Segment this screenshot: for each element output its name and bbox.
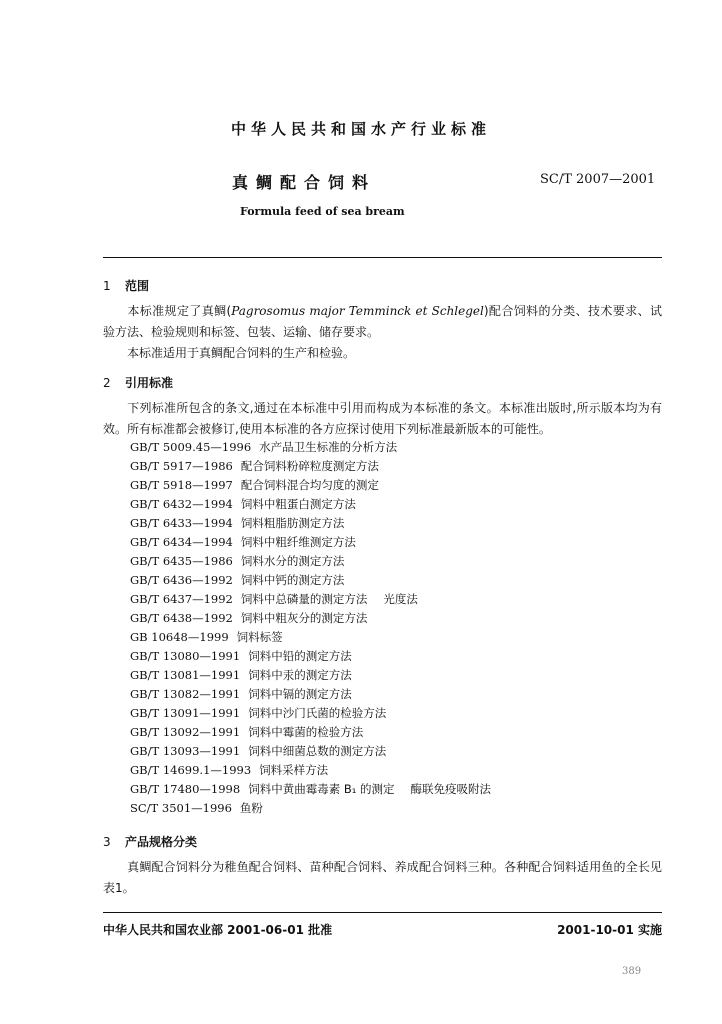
reference-title: 饲料粗脂肪测定方法 — [240, 516, 345, 530]
reference-item — [130, 705, 386, 721]
reference-item — [130, 743, 386, 759]
reference-item — [130, 629, 283, 645]
reference-method: 酶联免疫吸附法 — [410, 782, 492, 796]
reference-title: 饲料中黄曲霉毒素 B₁ 的测定 — [248, 782, 395, 796]
reference-title: 配合饲料粉碎粒度测定方法 — [240, 459, 379, 473]
reference-title: 水产品卫生标准的分析方法 — [259, 440, 398, 454]
reference-code: SC/T 3501—1996 — [130, 801, 232, 815]
section-2-paragraph-1: 下列标准所包含的条文,通过在本标准中引用而构成为本标准的条文。本标准出版时,所示版本均为有效。所有标准都会被修订,使用本标准的各方应探讨使用下列标准最新版本的可能性。 — [103, 401, 662, 436]
reference-item — [130, 800, 263, 816]
reference-code: GB/T 14699.1—1993 — [130, 763, 252, 777]
reference-item — [130, 572, 344, 588]
reference-code: GB/T 13080—1991 — [130, 649, 241, 663]
reference-title: 饲料中霉菌的检验方法 — [248, 725, 364, 739]
reference-item — [130, 724, 363, 740]
reference-title: 饲料中粗灰分的测定方法 — [240, 611, 368, 625]
species-latin-name: Pagrosomus major Temminck et Schlegel — [231, 304, 484, 318]
reference-code: GB/T 6437—1992 — [130, 592, 233, 606]
reference-code: GB/T 13092—1991 — [130, 725, 241, 739]
reference-code: GB/T 5917—1986 — [130, 459, 233, 473]
reference-item — [130, 496, 356, 512]
reference-code: GB/T 5918—1997 — [130, 478, 233, 492]
reference-code: GB/T 13091—1991 — [130, 706, 241, 720]
section-3-heading — [103, 833, 197, 850]
section-title: 产品规格分类 — [125, 835, 198, 849]
approval-line: 中华人民共和国农业部 2001-06-01 批准 — [103, 923, 333, 937]
reference-item — [130, 477, 379, 493]
reference-code: GB/T 17480—1998 — [130, 782, 241, 796]
reference-item — [130, 781, 491, 797]
reference-item — [130, 591, 418, 607]
reference-code: GB 10648—1999 — [130, 630, 229, 644]
reference-code: GB/T 6436—1992 — [130, 573, 233, 587]
reference-title: 饲料中沙门氏菌的检验方法 — [248, 706, 387, 720]
reference-item — [130, 648, 352, 664]
reference-item — [130, 458, 379, 474]
reference-code: GB/T 6438—1992 — [130, 611, 233, 625]
section-number: 3 — [103, 835, 111, 849]
section-3-paragraph-1: 真鲷配合饲料分为稚鱼配合饲料、苗种配合饲料、养成配合饲料三种。各种配合饲料适用鱼的全长见表1。 — [103, 860, 662, 895]
reference-code: GB/T 13082—1991 — [130, 687, 241, 701]
reference-title: 饲料中粗纤维测定方法 — [240, 535, 356, 549]
reference-item — [130, 667, 352, 683]
section-1-paragraph-2: 本标准适用于真鲷配合饲料的生产和检验。 — [127, 346, 356, 360]
reference-item — [130, 762, 328, 778]
reference-title: 鱼粉 — [239, 801, 263, 815]
reference-method: 光度法 — [383, 592, 418, 606]
reference-code: GB/T 6433—1994 — [130, 516, 233, 530]
reference-title: 饲料标签 — [236, 630, 283, 644]
section-title: 引用标准 — [125, 376, 174, 390]
reference-item — [130, 686, 352, 702]
document-title: 真鲷配合饲料 — [232, 173, 377, 192]
reference-item — [130, 553, 344, 569]
reference-item — [130, 534, 356, 550]
reference-title: 饲料中镉的测定方法 — [248, 687, 352, 701]
header-divider — [103, 257, 662, 258]
footer-divider — [103, 912, 662, 913]
reference-title: 配合饲料混合均匀度的测定 — [240, 478, 379, 492]
reference-title: 饲料中总磷量的测定方法 — [240, 592, 368, 606]
page-number: 389 — [622, 966, 642, 977]
reference-title: 饲料中钙的测定方法 — [240, 573, 345, 587]
english-title: Formula feed of sea bream — [240, 205, 405, 218]
reference-item — [130, 515, 344, 531]
reference-code: GB/T 6434—1994 — [130, 535, 233, 549]
reference-item — [130, 610, 367, 626]
section-number: 1 — [103, 279, 111, 293]
section-1-heading — [103, 277, 149, 294]
reference-item — [130, 439, 397, 455]
reference-title: 饲料中细菌总数的测定方法 — [248, 744, 387, 758]
reference-code: GB/T 13081—1991 — [130, 668, 241, 682]
reference-title: 饲料采样方法 — [259, 763, 329, 777]
section-number: 2 — [103, 376, 111, 390]
reference-code: GB/T 6432—1994 — [130, 497, 233, 511]
standard-code: SC/T 2007—2001 — [540, 172, 656, 187]
reference-title: 饲料中汞的测定方法 — [248, 668, 352, 682]
reference-title: 饲料中粗蛋白测定方法 — [240, 497, 356, 511]
reference-code: GB/T 6435—1986 — [130, 554, 233, 568]
section-2-heading — [103, 374, 173, 391]
reference-code: GB/T 5009.45—1996 — [130, 440, 252, 454]
reference-code: GB/T 13093—1991 — [130, 744, 241, 758]
section-1-paragraph-1: 本标准规定了真鲷(Pagrosomus major Temminck et Schlegel)配合饲料的分类、技术要求、试验方法、检验规则和标签、包装、运输、储存要求。 — [103, 304, 662, 339]
section-title: 范围 — [125, 279, 150, 293]
implementation-date: 2001-10-01 实施 — [557, 923, 662, 937]
issuing-body-heading: 中华人民共和国水产行业标准 — [230, 120, 491, 138]
reference-title: 饲料水分的测定方法 — [240, 554, 345, 568]
reference-title: 饲料中铅的测定方法 — [248, 649, 352, 663]
